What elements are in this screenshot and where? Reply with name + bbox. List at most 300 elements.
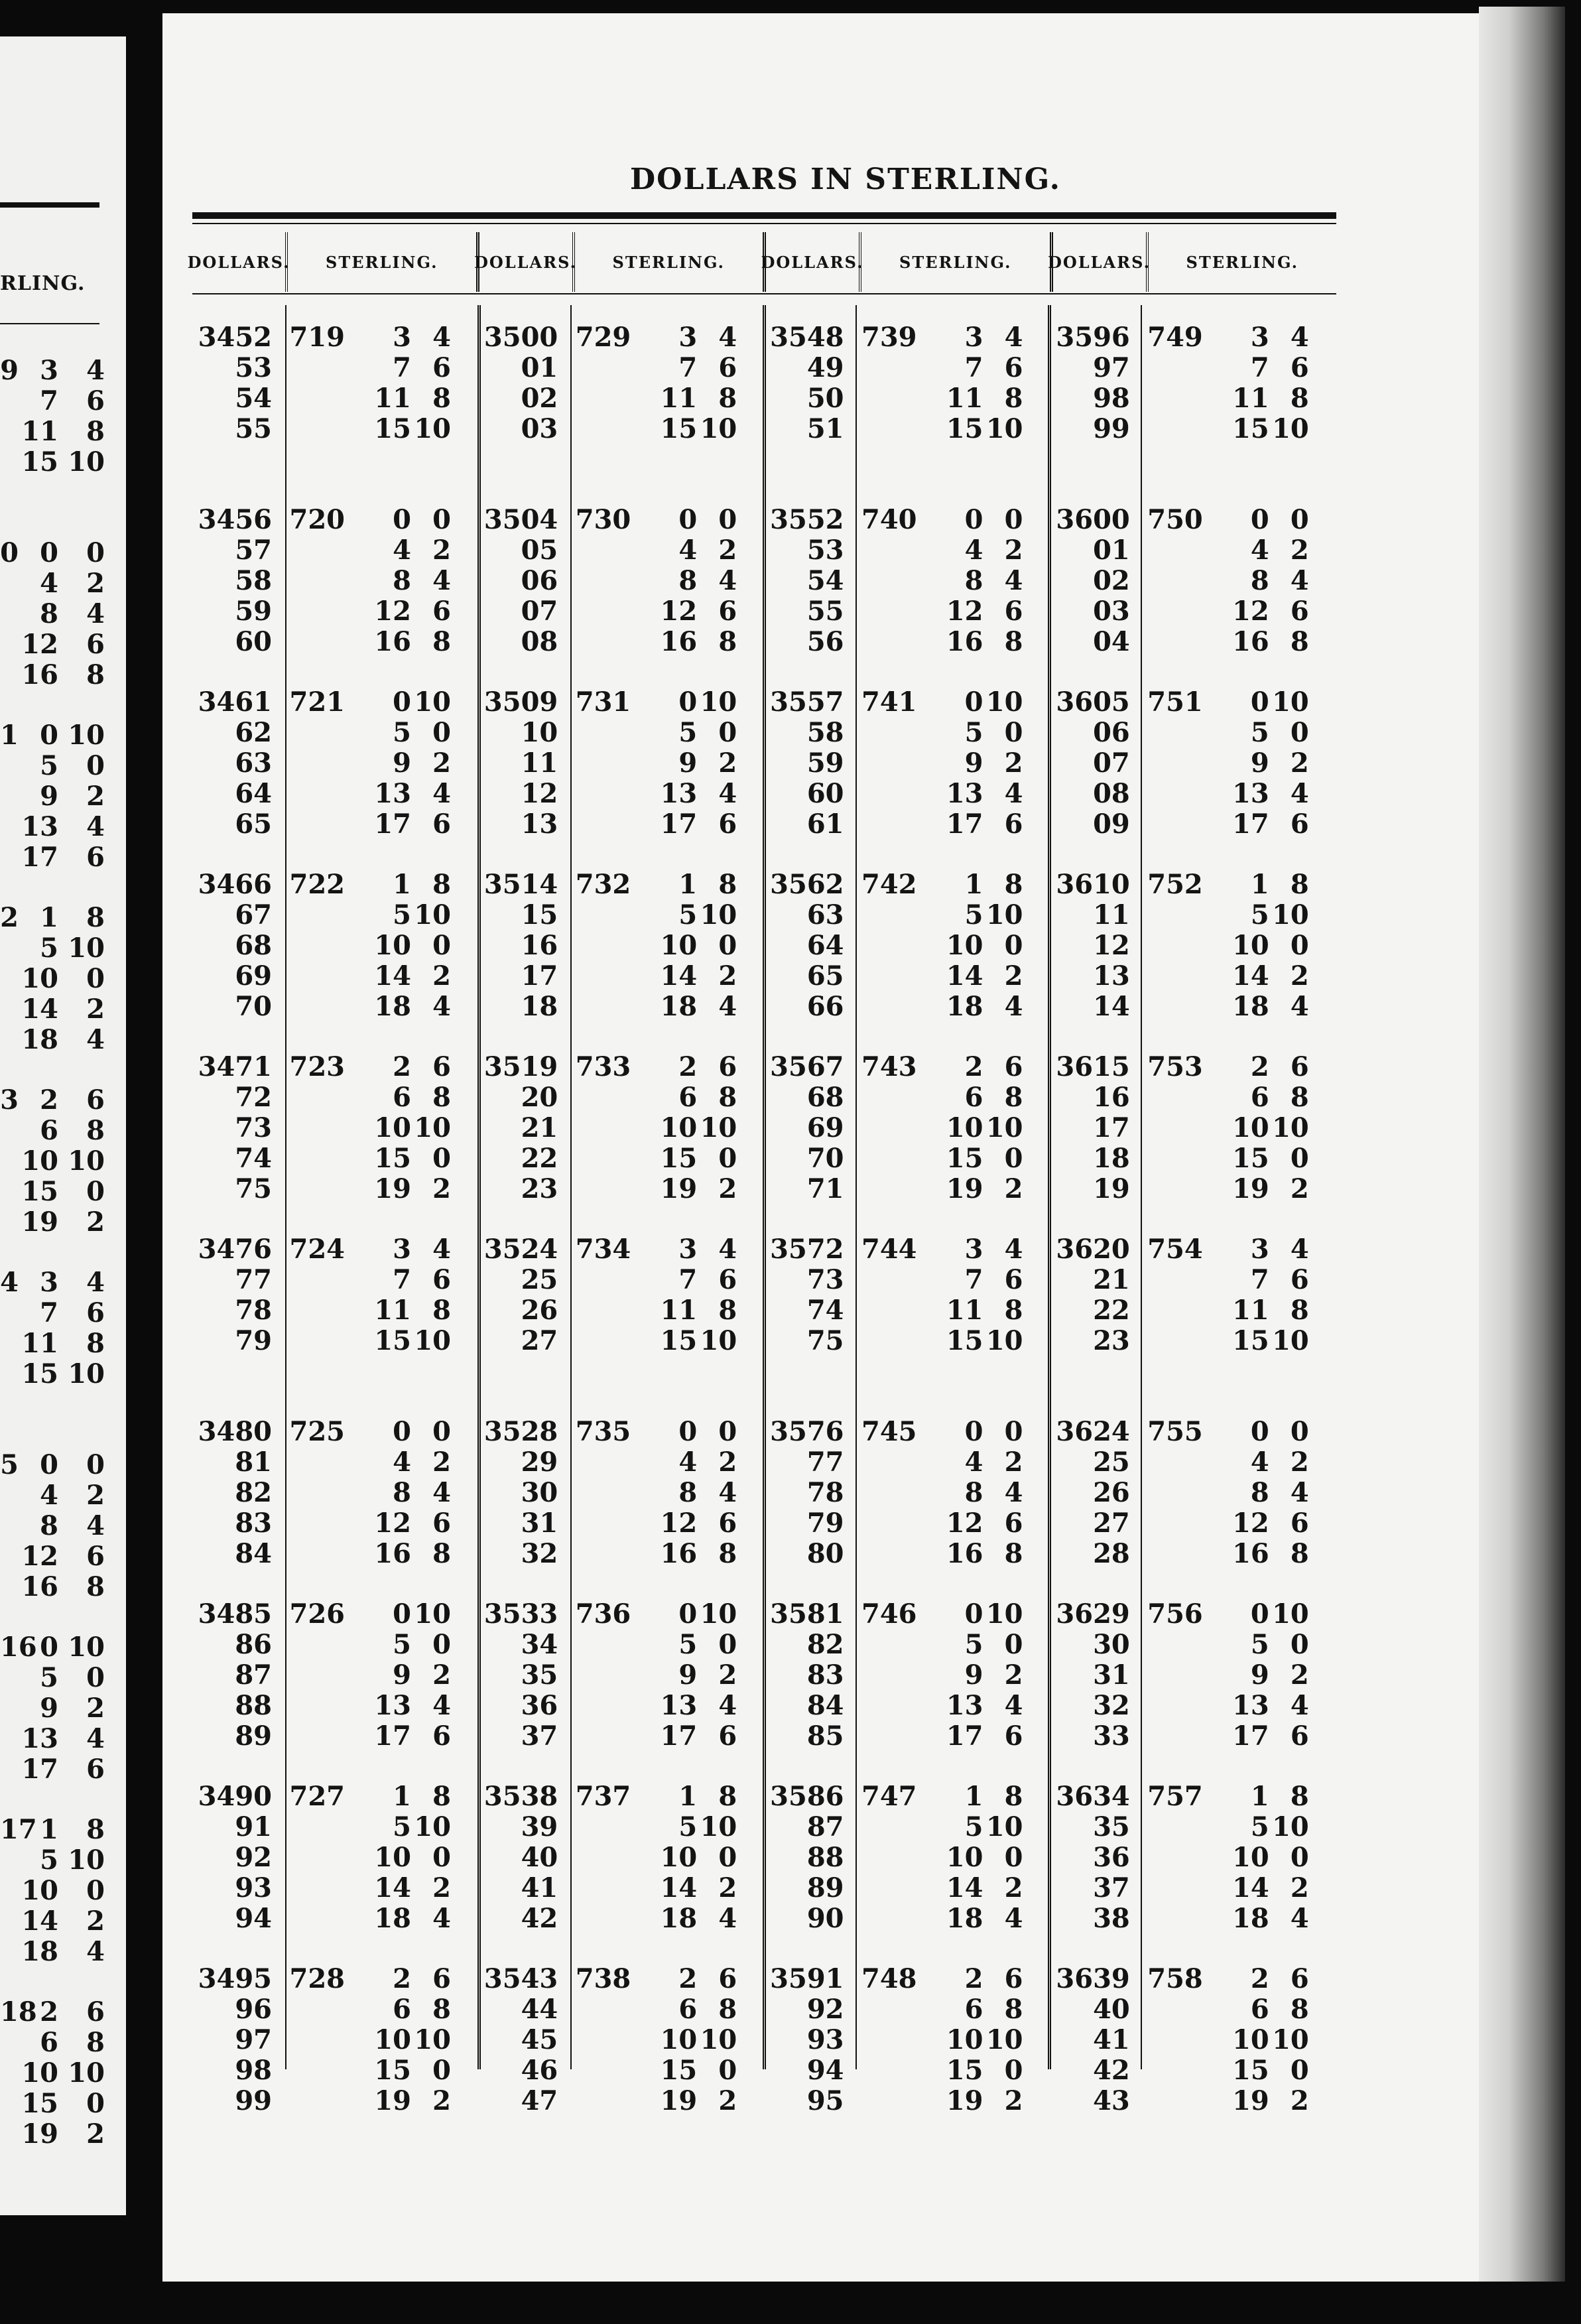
left-shillings-cell: 10 <box>21 2057 58 2089</box>
pence-cell: 8 <box>432 625 451 657</box>
shillings-cell: 4 <box>678 1446 698 1478</box>
table-row <box>478 686 764 717</box>
shillings-cell: 3 <box>393 1233 411 1265</box>
left-fragment-row <box>0 446 116 477</box>
dollars-cell: 28 <box>1093 1537 1130 1569</box>
table-row <box>1050 1629 1336 1659</box>
table-row <box>478 1872 764 1903</box>
left-fragment-row <box>0 598 116 629</box>
pence-cell: 4 <box>1290 321 1309 353</box>
table-row <box>765 1325 1050 1356</box>
dollars-cell: 38 <box>1093 1902 1130 1934</box>
dollars-cell: 50 <box>806 382 844 414</box>
pence-cell: 2 <box>1004 2085 1023 2116</box>
shillings-cell: 17 <box>374 1720 411 1752</box>
pence-cell: 4 <box>718 564 737 596</box>
dollars-cell: 92 <box>235 1841 272 1873</box>
table-block <box>192 1598 478 1781</box>
table-column-2 <box>478 322 764 2146</box>
pence-cell: 10 <box>1272 413 1309 444</box>
pence-cell: 2 <box>432 1173 451 1204</box>
shillings-cell: 5 <box>678 716 698 748</box>
pence-cell: 8 <box>718 1081 737 1113</box>
left-pence-cell: 10 <box>68 1358 105 1389</box>
pence-cell: 0 <box>1290 1841 1309 1873</box>
pence-cell: 0 <box>432 1628 451 1660</box>
dollars-cell: 06 <box>1093 716 1130 748</box>
dollars-cell: 3634 <box>1056 1780 1130 1812</box>
left-fragment-row <box>0 2088 116 2118</box>
left-fragment-group <box>0 1996 116 2179</box>
dollars-cell: 30 <box>1093 1628 1130 1660</box>
left-shillings-cell: 9 <box>40 1692 58 1724</box>
shillings-cell: 2 <box>678 1051 698 1082</box>
sterling-pounds-cell: 731 <box>575 686 631 718</box>
table-block <box>1050 1963 1336 2146</box>
pence-cell: 6 <box>1004 1720 1023 1752</box>
table-row <box>192 1690 478 1720</box>
left-pence-cell: 10 <box>68 932 105 964</box>
pence-cell: 6 <box>718 1263 737 1295</box>
left-fragment-row <box>0 1510 116 1541</box>
dollars-cell: 3480 <box>198 1415 272 1447</box>
left-fragment-row <box>0 1875 116 1905</box>
table-row <box>192 1112 478 1143</box>
table-block <box>765 1598 1050 1781</box>
dollars-cell: 44 <box>521 1993 558 2025</box>
dollars-cell: 3629 <box>1056 1598 1130 1630</box>
dollars-cell: 75 <box>806 1324 844 1356</box>
pence-cell: 2 <box>1004 1173 1023 1204</box>
shillings-cell: 19 <box>1232 1173 1269 1204</box>
shillings-cell: 0 <box>678 686 698 718</box>
table-row <box>765 1872 1050 1903</box>
left-shillings-cell: 3 <box>40 354 58 386</box>
left-shillings-cell: 10 <box>21 962 58 994</box>
table-row <box>478 2024 764 2055</box>
pence-cell: 10 <box>700 686 737 718</box>
left-shillings-cell: 3 <box>40 1266 58 1298</box>
table-row <box>765 899 1050 930</box>
dollars-cell: 35 <box>1093 1811 1130 1842</box>
pence-cell: 6 <box>1004 595 1023 627</box>
dollars-cell: 83 <box>235 1507 272 1539</box>
pence-cell: 4 <box>718 1476 737 1508</box>
dollars-cell: 88 <box>806 1841 844 1873</box>
table-row <box>192 1811 478 1842</box>
header-dollars-4: DOLLARS. <box>1053 232 1149 292</box>
sterling-pounds-cell: 729 <box>575 321 631 353</box>
left-pence-cell: 2 <box>86 1692 105 1724</box>
pence-cell: 10 <box>985 686 1023 718</box>
left-pence-cell: 4 <box>86 1266 105 1298</box>
table-row <box>478 1659 764 1690</box>
pence-cell: 6 <box>432 1051 451 1082</box>
shillings-cell: 12 <box>946 1507 983 1539</box>
left-shillings-cell: 0 <box>40 1631 58 1663</box>
shillings-cell: 9 <box>393 1659 411 1691</box>
table-row <box>765 413 1050 444</box>
pence-cell: 4 <box>432 321 451 353</box>
pence-cell: 6 <box>432 1720 451 1752</box>
dollars-cell: 53 <box>235 352 272 383</box>
pence-cell: 10 <box>414 1811 451 1842</box>
table-row <box>478 1173 764 1204</box>
pence-cell: 8 <box>432 1294 451 1326</box>
table-row <box>478 1781 764 1811</box>
table-block <box>192 1416 478 1598</box>
shillings-cell: 0 <box>964 686 983 718</box>
shillings-cell: 9 <box>964 747 983 779</box>
table-row <box>478 1538 764 1569</box>
left-sterling-cell: 9 <box>0 354 19 386</box>
dollars-cell: 13 <box>1093 960 1130 992</box>
shillings-cell: 12 <box>946 595 983 627</box>
left-shillings-cell: 14 <box>21 993 58 1025</box>
table-row <box>1050 1325 1336 1356</box>
table-column-1 <box>192 322 478 2146</box>
dollars-cell: 66 <box>806 990 844 1022</box>
table-row <box>1050 1508 1336 1538</box>
table-row <box>765 535 1050 565</box>
dollars-cell: 74 <box>806 1294 844 1326</box>
table-row <box>478 1720 764 1751</box>
dollars-cell: 70 <box>806 1142 844 1174</box>
shillings-cell: 17 <box>374 808 411 840</box>
shillings-cell: 5 <box>964 1628 983 1660</box>
sterling-pounds-cell: 754 <box>1147 1233 1203 1265</box>
table-block <box>765 322 1050 504</box>
left-pence-cell: 0 <box>86 1661 105 1693</box>
table-row <box>765 1781 1050 1811</box>
left-fragment-row <box>0 1145 116 1176</box>
pence-cell: 10 <box>414 686 451 718</box>
shillings-cell: 11 <box>660 1294 698 1326</box>
shillings-cell: 11 <box>660 382 698 414</box>
left-fragment-row <box>0 811 116 842</box>
table-block <box>765 1234 1050 1416</box>
pence-cell: 6 <box>1004 1051 1023 1082</box>
dollars-cell: 06 <box>521 564 558 596</box>
dollars-cell: 59 <box>806 747 844 779</box>
left-pence-cell: 8 <box>86 1813 105 1845</box>
shillings-cell: 1 <box>964 1780 983 1812</box>
shillings-cell: 8 <box>393 564 411 596</box>
left-shillings-cell: 0 <box>40 1449 58 1480</box>
dollars-cell: 82 <box>806 1628 844 1660</box>
table-row <box>192 808 478 839</box>
shillings-cell: 5 <box>964 1811 983 1842</box>
table-row <box>1050 626 1336 657</box>
shillings-cell: 3 <box>678 321 698 353</box>
left-shillings-cell: 12 <box>21 628 58 660</box>
dollars-cell: 37 <box>521 1720 558 1752</box>
left-pence-cell: 10 <box>68 1631 105 1663</box>
table-row <box>765 991 1050 1021</box>
sterling-pounds-cell: 745 <box>861 1415 917 1447</box>
left-pence-cell: 4 <box>86 354 105 386</box>
left-sterling-cell: 0 <box>0 537 19 568</box>
table-row <box>1050 1447 1336 1477</box>
dollars-cell: 16 <box>1093 1081 1130 1113</box>
dollars-cell: 91 <box>235 1811 272 1842</box>
dollars-cell: 25 <box>521 1263 558 1295</box>
shillings-cell: 4 <box>964 534 983 566</box>
left-shillings-cell: 14 <box>21 1905 58 1937</box>
pence-cell: 0 <box>1290 503 1309 535</box>
table-row <box>478 1051 764 1082</box>
shillings-cell: 0 <box>1250 1598 1269 1630</box>
pence-cell: 2 <box>1004 1659 1023 1691</box>
left-shillings-cell: 6 <box>40 2026 58 2058</box>
left-shillings-cell: 15 <box>21 446 58 478</box>
header-sterling-2: STERLING. <box>575 232 767 292</box>
dollars-cell: 3639 <box>1056 1963 1130 1994</box>
table-row <box>1050 869 1336 899</box>
table-row <box>478 322 764 352</box>
dollars-cell: 17 <box>1093 1112 1130 1143</box>
pence-cell: 4 <box>432 777 451 809</box>
table-row <box>192 717 478 747</box>
table-block <box>192 322 478 504</box>
shillings-cell: 19 <box>374 1173 411 1204</box>
dollars-cell: 97 <box>235 2024 272 2055</box>
shillings-cell: 12 <box>374 595 411 627</box>
shillings-cell: 0 <box>964 1415 983 1447</box>
pence-cell: 2 <box>718 2085 737 2116</box>
left-shillings-cell: 16 <box>21 1571 58 1602</box>
table-row <box>192 1295 478 1325</box>
table-row <box>1050 1994 1336 2024</box>
pence-cell: 6 <box>1290 1720 1309 1752</box>
shillings-cell: 15 <box>1232 1324 1269 1356</box>
left-fragment-row <box>0 1206 116 1237</box>
left-page-rows <box>0 355 116 2179</box>
table-row <box>1050 383 1336 413</box>
shillings-cell: 15 <box>374 2054 411 2086</box>
dollars-cell: 3524 <box>483 1233 558 1265</box>
pence-cell: 8 <box>1290 868 1309 900</box>
table-row <box>1050 1598 1336 1629</box>
table-row <box>192 960 478 991</box>
table-row <box>192 352 478 383</box>
pence-cell: 0 <box>718 716 737 748</box>
dollars-cell: 3528 <box>483 1415 558 1447</box>
shillings-cell: 0 <box>393 503 411 535</box>
pence-cell: 8 <box>1290 1081 1309 1113</box>
pence-cell: 10 <box>1272 1324 1309 1356</box>
dollars-cell: 58 <box>806 716 844 748</box>
table-row <box>192 2024 478 2055</box>
shillings-cell: 7 <box>964 352 983 383</box>
table-row <box>1050 747 1336 778</box>
table-row <box>192 2055 478 2085</box>
sterling-pounds-cell: 719 <box>289 321 345 353</box>
dollars-cell: 74 <box>235 1142 272 1174</box>
left-shillings-cell: 18 <box>21 1023 58 1055</box>
shillings-cell: 1 <box>1250 1780 1269 1812</box>
shillings-cell: 15 <box>660 2054 698 2086</box>
shillings-cell: 17 <box>660 1720 698 1752</box>
shillings-cell: 0 <box>1250 686 1269 718</box>
sterling-pounds-cell: 753 <box>1147 1051 1203 1082</box>
table-row <box>478 747 764 778</box>
pence-cell: 6 <box>1290 1963 1309 1994</box>
left-pence-cell: 8 <box>86 1571 105 1602</box>
table-row <box>1050 1690 1336 1720</box>
left-fragment-row <box>0 1662 116 1693</box>
shillings-cell: 1 <box>393 1780 411 1812</box>
sterling-pounds-cell: 736 <box>575 1598 631 1630</box>
table-row <box>765 1477 1050 1508</box>
pence-cell: 2 <box>1004 534 1023 566</box>
dollars-cell: 32 <box>521 1537 558 1569</box>
pence-cell: 10 <box>414 2024 451 2055</box>
dollars-cell: 68 <box>235 929 272 961</box>
left-pence-cell: 0 <box>86 2087 105 2119</box>
dollars-cell: 20 <box>521 1081 558 1113</box>
dollars-cell: 3519 <box>483 1051 558 1082</box>
table-block <box>478 686 764 869</box>
left-fragment-row <box>0 1541 116 1571</box>
left-fragment-row <box>0 750 116 781</box>
dollars-cell: 41 <box>1093 2024 1130 2055</box>
shillings-cell: 6 <box>1250 1993 1269 2025</box>
dollars-cell: 36 <box>521 1689 558 1721</box>
shillings-cell: 15 <box>1232 1142 1269 1174</box>
shillings-cell: 4 <box>1250 1446 1269 1478</box>
shillings-cell: 8 <box>678 564 698 596</box>
table-row <box>1050 535 1336 565</box>
pence-cell: 10 <box>985 2024 1023 2055</box>
dollars-cell: 82 <box>235 1476 272 1508</box>
left-pence-cell: 6 <box>86 385 105 417</box>
shillings-cell: 15 <box>660 1324 698 1356</box>
left-pence-cell: 6 <box>86 1084 105 1116</box>
shillings-cell: 0 <box>393 686 411 718</box>
dollars-cell: 69 <box>806 1112 844 1143</box>
table-block <box>192 869 478 1051</box>
shillings-cell: 15 <box>374 1324 411 1356</box>
left-pence-cell: 0 <box>86 537 105 568</box>
conversion-table <box>192 322 1336 2146</box>
sterling-pounds-cell: 727 <box>289 1780 345 1812</box>
table-row <box>765 1598 1050 1629</box>
shillings-cell: 16 <box>660 625 698 657</box>
table-row <box>192 535 478 565</box>
left-fragment-row <box>0 994 116 1024</box>
table-block <box>478 1051 764 1234</box>
sterling-pounds-cell: 752 <box>1147 868 1203 900</box>
table-row <box>478 869 764 899</box>
pence-cell: 6 <box>432 808 451 840</box>
shillings-cell: 7 <box>964 1263 983 1295</box>
pence-cell: 10 <box>985 1324 1023 1356</box>
dollars-cell: 85 <box>806 1720 844 1752</box>
dollars-cell: 07 <box>521 595 558 627</box>
shillings-cell: 13 <box>1232 777 1269 809</box>
pence-cell: 2 <box>718 747 737 779</box>
dollars-cell: 65 <box>806 960 844 992</box>
sterling-pounds-cell: 737 <box>575 1780 631 1812</box>
left-fragment-row <box>0 355 116 385</box>
left-sterling-cell: 1 <box>0 719 19 751</box>
table-block <box>765 686 1050 869</box>
pence-cell: 10 <box>414 1324 451 1356</box>
shillings-cell: 4 <box>393 534 411 566</box>
dollars-cell: 12 <box>521 777 558 809</box>
shillings-cell: 18 <box>374 990 411 1022</box>
left-fragment-row <box>0 963 116 994</box>
table-row <box>192 1447 478 1477</box>
left-fragment-row <box>0 720 116 750</box>
dollars-cell: 93 <box>806 2024 844 2055</box>
table-row <box>1050 504 1336 535</box>
shillings-cell: 16 <box>374 625 411 657</box>
table-row <box>1050 1720 1336 1751</box>
pence-cell: 8 <box>1290 382 1309 414</box>
table-row <box>192 1781 478 1811</box>
shillings-cell: 3 <box>1250 1233 1269 1265</box>
pence-cell: 4 <box>1004 1902 1023 1934</box>
dollars-cell: 84 <box>806 1689 844 1721</box>
left-pence-cell: 2 <box>86 2118 105 2150</box>
dollars-cell: 29 <box>521 1446 558 1478</box>
pence-cell: 4 <box>432 1689 451 1721</box>
pence-cell: 0 <box>1004 716 1023 748</box>
shillings-cell: 0 <box>393 1415 411 1447</box>
pence-cell: 2 <box>432 2085 451 2116</box>
left-shillings-cell: 7 <box>40 385 58 417</box>
shillings-cell: 17 <box>1232 1720 1269 1752</box>
table-row <box>478 1903 764 1933</box>
pence-cell: 4 <box>1004 990 1023 1022</box>
table-row <box>1050 1112 1336 1143</box>
dollars-cell: 78 <box>235 1294 272 1326</box>
table-row <box>1050 1811 1336 1842</box>
dollars-cell: 32 <box>1093 1689 1130 1721</box>
left-shillings-cell: 8 <box>40 598 58 629</box>
sterling-pounds-cell: 744 <box>861 1233 917 1265</box>
pence-cell: 10 <box>700 1811 737 1842</box>
dollars-cell: 3461 <box>198 686 272 718</box>
table-block <box>478 1416 764 1598</box>
dollars-cell: 75 <box>235 1173 272 1204</box>
dollars-cell: 77 <box>235 1263 272 1295</box>
shillings-cell: 3 <box>393 321 411 353</box>
table-row <box>1050 1477 1336 1508</box>
pence-cell: 4 <box>718 1689 737 1721</box>
table-row <box>192 686 478 717</box>
left-fragment-row <box>0 1297 116 1328</box>
table-row <box>478 717 764 747</box>
shillings-cell: 5 <box>393 1811 411 1842</box>
dollars-cell: 02 <box>1093 564 1130 596</box>
sterling-pounds-cell: 743 <box>861 1051 917 1082</box>
pence-cell: 6 <box>1004 808 1023 840</box>
pence-cell: 8 <box>1004 1537 1023 1569</box>
pence-cell: 10 <box>985 1598 1023 1630</box>
table-row <box>765 686 1050 717</box>
dollars-cell: 80 <box>806 1537 844 1569</box>
table-row <box>765 2055 1050 2085</box>
table-block <box>765 1963 1050 2146</box>
shillings-cell: 12 <box>1232 595 1269 627</box>
dollars-cell: 13 <box>521 808 558 840</box>
table-row <box>478 504 764 535</box>
table-row <box>765 2024 1050 2055</box>
left-fragment-row <box>0 1024 116 1055</box>
